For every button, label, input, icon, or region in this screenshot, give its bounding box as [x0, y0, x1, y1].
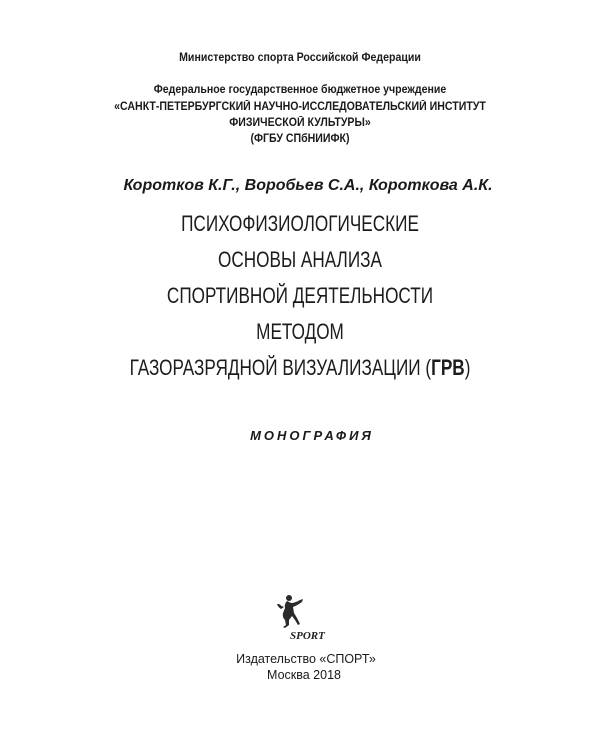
book-title-abbreviation: ГРВ — [431, 355, 465, 380]
authors: Коротков К.Г., Воробьев С.А., Короткова А.К. — [123, 177, 493, 194]
book-title-line-1: ПСИХОФИЗИОЛОГИЧЕСКИЕ — [181, 211, 419, 236]
institution-line-2: «САНКТ-ПЕТЕРБУРГСКИЙ НАУЧНО-ИССЛЕДОВАТЕЛЬСКИЙ ИНСТИТУТ — [114, 101, 486, 113]
institution-line-3: ФИЗИЧЕСКОЙ КУЛЬТУРЫ» — [229, 117, 371, 129]
institution-abbreviation: (ФГБУ СПбНИИФК) — [250, 133, 350, 145]
book-title-line-5 — [66, 355, 534, 381]
publication-city-year: Москва 2018 — [267, 668, 341, 682]
book-title-line-3: СПОРТИВНОЙ ДЕЯТЕЛЬНОСТИ — [166, 283, 434, 308]
publisher-name: Издательство «СПОРТ» — [236, 652, 376, 666]
ministry-name: Министерство спорта Российской Федерации — [179, 52, 421, 64]
genre-label: МОНОГРАФИЯ — [250, 428, 374, 443]
book-title-line-4: МЕТОДОМ — [256, 319, 344, 344]
institution-line-1: Федеральное государственное бюджетное учреждение — [153, 84, 447, 96]
publisher-logo-text: SPORT — [290, 630, 325, 642]
book-title-line-2: ОСНОВЫ АНАЛИЗА — [218, 247, 382, 272]
book-title-line-5-text: ГАЗОРАЗРЯДНОЙ ВИЗУАЛИЗАЦИИ ( — [129, 355, 432, 380]
publisher-logo-icon — [276, 594, 325, 642]
book-title-closing-paren: ) — [464, 355, 471, 380]
